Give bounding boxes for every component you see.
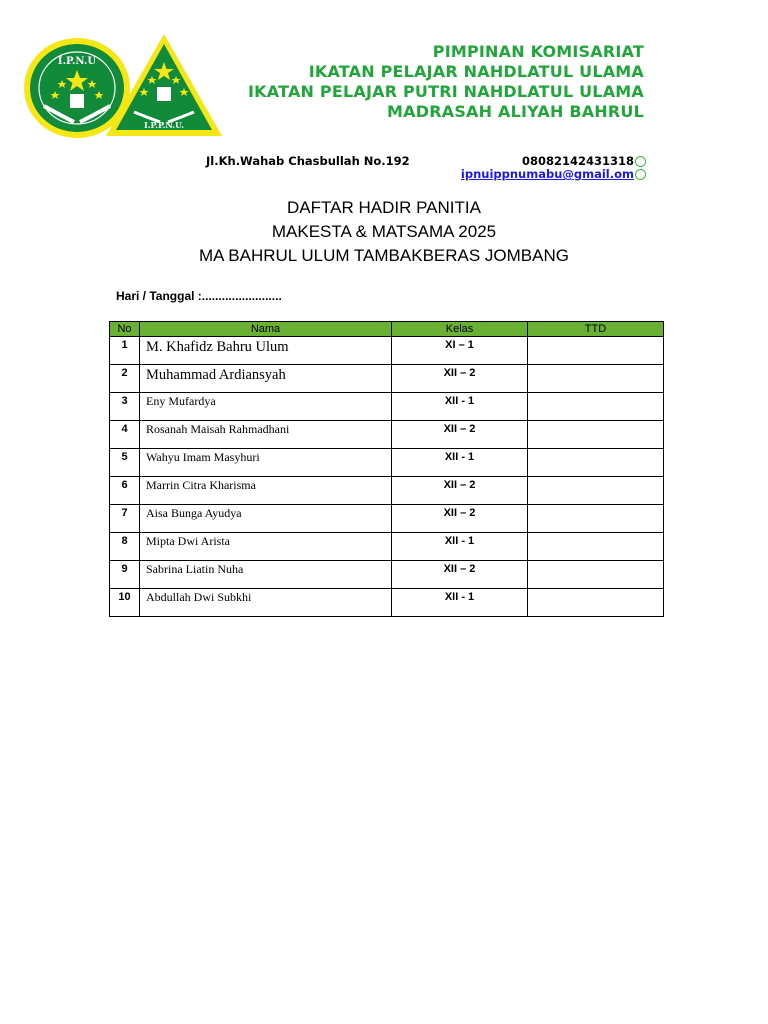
row-name: Wahyu Imam Masyhuri xyxy=(146,450,260,464)
row-number: 8 xyxy=(110,533,140,561)
table-row xyxy=(110,449,664,477)
row-name: Eny Mufardya xyxy=(146,394,216,408)
row-name: M. Khafidz Bahru Ulum xyxy=(146,339,289,355)
row-name-cell xyxy=(140,589,392,617)
row-name-cell xyxy=(140,477,392,505)
row-kelas: XII - 1 xyxy=(392,589,528,617)
row-number: 5 xyxy=(110,449,140,477)
row-signature xyxy=(528,561,664,589)
header-kelas: Kelas xyxy=(392,322,528,337)
table-header-row xyxy=(110,322,664,337)
row-name-cell xyxy=(140,533,392,561)
header-nama: Nama xyxy=(140,322,392,337)
organization-header xyxy=(248,42,644,122)
row-signature xyxy=(528,421,664,449)
row-signature xyxy=(528,589,664,617)
row-signature xyxy=(528,505,664,533)
ipnu-logo-text: I.P.N.U xyxy=(57,56,97,67)
row-name-cell xyxy=(140,505,392,533)
row-kelas: XII - 1 xyxy=(392,393,528,421)
row-signature xyxy=(528,337,664,365)
email-link[interactable] xyxy=(461,167,646,181)
row-number: 4 xyxy=(110,421,140,449)
row-kelas: XII – 2 xyxy=(392,365,528,393)
row-kelas: XII – 2 xyxy=(392,561,528,589)
row-name: Rosanah Maisah Rahmadhani xyxy=(146,422,290,436)
email-text[interactable]: ipnuippnumabu@gmail.om xyxy=(460,167,634,181)
ippnu-logo-text: I.P.P.N.U. xyxy=(143,120,185,130)
table-row xyxy=(110,505,664,533)
row-name-cell xyxy=(140,365,392,393)
table-row xyxy=(110,365,664,393)
row-number: 9 xyxy=(110,561,140,589)
ippnu-logo xyxy=(104,32,224,140)
row-number: 7 xyxy=(110,505,140,533)
org-line-4: MADRASAH ALIYAH BAHRUL xyxy=(387,102,644,121)
row-name: Marrin Citra Kharisma xyxy=(146,478,256,492)
row-signature xyxy=(528,533,664,561)
phone-number xyxy=(522,154,646,168)
row-name-cell xyxy=(140,421,392,449)
attendance-table xyxy=(109,321,664,617)
header-ttd: TTD xyxy=(528,322,664,337)
header-no: No xyxy=(110,322,140,337)
org-line-1: PIMPINAN KOMISARIAT xyxy=(432,42,644,61)
row-number: 6 xyxy=(110,477,140,505)
title-line-3: MA BAHRUL ULUM TAMBAKBERAS JOMBANG xyxy=(199,246,569,265)
row-kelas: XII - 1 xyxy=(392,533,528,561)
row-kelas: XII – 2 xyxy=(392,421,528,449)
row-number: 1 xyxy=(110,337,140,365)
title-line-1: DAFTAR HADIR PANITIA xyxy=(287,198,481,217)
table-row xyxy=(110,589,664,617)
table-row xyxy=(110,561,664,589)
row-name: Mipta Dwi Arista xyxy=(146,534,230,548)
org-line-3: IKATAN PELAJAR PUTRI NAHDLATUL ULAMA xyxy=(248,82,644,101)
row-kelas: XII – 2 xyxy=(392,505,528,533)
whatsapp-icon xyxy=(635,169,646,180)
table-row xyxy=(110,393,664,421)
row-name: Sabrina Liatin Nuha xyxy=(146,562,244,576)
table-row xyxy=(110,421,664,449)
row-kelas: XII – 2 xyxy=(392,477,528,505)
row-signature xyxy=(528,449,664,477)
document-title xyxy=(0,196,768,268)
row-name-cell xyxy=(140,561,392,589)
table-row xyxy=(110,337,664,365)
row-number: 10 xyxy=(110,589,140,617)
date-field: Hari / Tanggal :........................ xyxy=(116,289,282,303)
row-signature xyxy=(528,477,664,505)
table-row xyxy=(110,477,664,505)
row-name: Abdullah Dwi Subkhi xyxy=(146,590,252,604)
row-name: Muhammad Ardiansyah xyxy=(146,367,286,383)
row-kelas: XII - 1 xyxy=(392,449,528,477)
row-kelas: XI – 1 xyxy=(392,337,528,365)
row-signature xyxy=(528,393,664,421)
table-row xyxy=(110,533,664,561)
row-name: Aisa Bunga Ayudya xyxy=(146,506,242,520)
row-name-cell xyxy=(140,337,392,365)
row-name-cell xyxy=(140,393,392,421)
org-line-2: IKATAN PELAJAR NAHDLATUL ULAMA xyxy=(308,62,644,81)
row-signature xyxy=(528,365,664,393)
row-name-cell xyxy=(140,449,392,477)
title-line-2: MAKESTA & MATSAMA 2025 xyxy=(271,222,497,241)
address: Jl.Kh.Wahab Chasbullah No.192 xyxy=(206,154,410,168)
row-number: 2 xyxy=(110,365,140,393)
whatsapp-icon xyxy=(635,156,646,167)
phone-text: 08082142431318 xyxy=(521,154,634,168)
row-number: 3 xyxy=(110,393,140,421)
